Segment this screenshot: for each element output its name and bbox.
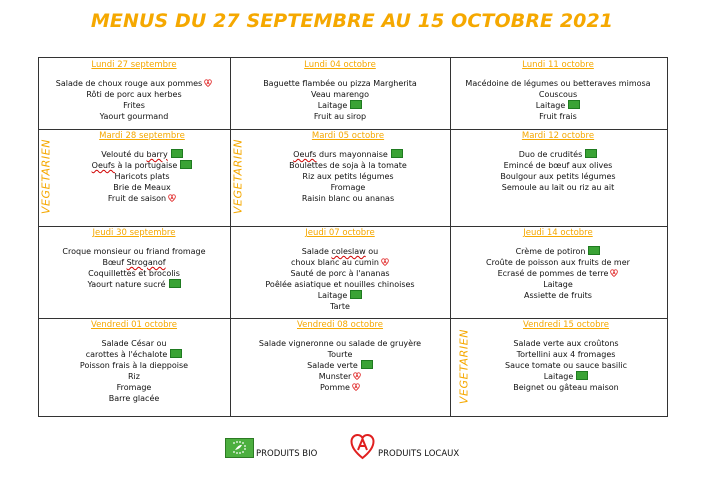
menu-item xyxy=(450,89,666,100)
menu-item-text: Couscous xyxy=(538,90,578,99)
day-heading: Jeudi 14 octobre xyxy=(523,228,593,238)
menu-item xyxy=(230,279,450,290)
menu-item xyxy=(450,78,666,89)
menu-item xyxy=(450,246,666,257)
menu-cell-vendredi-01 xyxy=(38,320,230,404)
menu-item xyxy=(38,111,230,122)
bio-leaf-icon xyxy=(361,360,373,369)
menu-item-text: Yaourt gourmand xyxy=(99,112,169,121)
vegetarian-label: VEGETARIEN xyxy=(457,328,471,405)
menu-item xyxy=(54,193,230,204)
day-heading: Vendredi 01 octobre xyxy=(90,320,178,330)
local-heart-icon xyxy=(610,269,618,277)
local-heart-icon xyxy=(352,383,360,391)
menu-cell-lundi-27 xyxy=(38,60,230,122)
legend-local-label: PRODUITS LOCAUX xyxy=(378,449,460,459)
bio-leaf-icon xyxy=(588,246,600,255)
menu-item-text: Salade verte xyxy=(307,361,358,370)
bio-leaf-icon xyxy=(180,160,192,169)
menu-item xyxy=(38,89,230,100)
day-heading: Mardi 05 octobre xyxy=(311,131,385,141)
menu-item-text: Laitage xyxy=(543,372,574,381)
menu-item xyxy=(450,149,666,160)
row-divider xyxy=(39,318,667,319)
menu-item xyxy=(450,111,666,122)
local-heart-icon xyxy=(381,258,389,266)
menu-item-text: Yaourt nature sucré xyxy=(87,280,166,289)
menu-item xyxy=(246,193,450,204)
menu-item-text: Raisin blanc ou ananas xyxy=(301,194,395,203)
menu-item-text: Tarte xyxy=(330,302,350,311)
local-heart-icon xyxy=(204,79,212,87)
menu-item xyxy=(246,160,450,171)
menu-item xyxy=(230,290,450,301)
menu-item xyxy=(466,338,666,349)
menu-item-text: Beignet ou gâteau maison xyxy=(513,383,619,392)
menu-item-text: Riz xyxy=(128,372,140,381)
menu-item xyxy=(450,182,666,193)
menu-cell-mardi-05 xyxy=(246,131,450,204)
menu-item xyxy=(38,371,230,382)
menu-item-text: Salade César ou xyxy=(101,339,167,348)
menu-item-text: Poêlée asiatique et nouilles chinoises xyxy=(265,280,415,289)
menu-item-text: Fruit frais xyxy=(539,112,577,121)
local-logo-icon xyxy=(350,433,375,460)
menu-item-text: Laitage xyxy=(535,101,566,110)
menu-item xyxy=(450,100,666,111)
page-title: MENUS DU 27 SEPTEMBRE AU 15 OCTOBRE 2021 xyxy=(90,10,614,32)
menu-item-text: Frites xyxy=(123,101,145,110)
menu-item xyxy=(38,246,230,257)
day-heading: Jeudi 07 octobre xyxy=(305,228,375,238)
menu-item xyxy=(246,182,450,193)
menu-item-text: Boulettes de soja à la tomate xyxy=(289,161,407,170)
menu-item xyxy=(466,371,666,382)
legend-bio-label: PRODUITS BIO xyxy=(256,449,318,459)
menu-item xyxy=(230,360,450,371)
menu-item-text: Duo de crudités xyxy=(518,150,583,159)
day-heading: Lundi 11 octobre xyxy=(522,60,594,70)
menu-item-text: carottes à l'échalote xyxy=(85,350,168,359)
menu-cell-mardi-28 xyxy=(54,131,230,204)
menu-item-text: Salade verte aux croûtons xyxy=(513,339,619,348)
menu-item-text: Velouté du barry xyxy=(101,150,168,159)
menu-item xyxy=(450,171,666,182)
menu-cell-lundi-11 xyxy=(450,60,666,122)
day-heading: Lundi 04 octobre xyxy=(304,60,376,70)
bio-leaf-icon xyxy=(170,349,182,358)
menu-item-text: Barre glacée xyxy=(108,394,160,403)
menu-item-text: Coquillettes et brocolis xyxy=(88,269,180,278)
menu-item xyxy=(230,338,450,349)
bio-leaf-icon xyxy=(585,149,597,158)
menu-item xyxy=(230,268,450,279)
menu-cell-jeudi-30 xyxy=(38,228,230,290)
menu-item-text: Salade coleslaw ou xyxy=(301,247,379,256)
menu-item-text: Tourte xyxy=(327,350,353,359)
menu-item-text: Fromage xyxy=(330,183,366,192)
menu-item-text: Salade de choux rouge aux pommes xyxy=(55,79,203,88)
menu-item xyxy=(38,279,230,290)
menu-item-text: Oeufs durs mayonnaise xyxy=(293,150,388,159)
menu-item xyxy=(38,382,230,393)
menu-item-text: Baguette flambée ou pizza Margherita xyxy=(263,79,417,88)
menu-cell-mardi-12 xyxy=(450,131,666,193)
day-heading: Lundi 27 septembre xyxy=(91,60,177,70)
vegetarian-label: VEGETARIEN xyxy=(231,138,245,215)
menu-item xyxy=(230,100,450,111)
menu-item-text: Poisson frais à la dieppoise xyxy=(79,361,189,370)
menu-item-text: Fruit au sirop xyxy=(313,112,367,121)
menu-item xyxy=(38,349,230,360)
day-heading: Mardi 28 septembre xyxy=(99,131,185,141)
menu-item xyxy=(230,111,450,122)
menu-item xyxy=(450,279,666,290)
menu-item xyxy=(230,371,450,382)
local-heart-icon xyxy=(353,372,361,380)
menu-item xyxy=(38,393,230,404)
menu-item-text: Emincé de bœuf aux olives xyxy=(503,161,613,170)
menu-item-text: Tortellini aux 4 fromages xyxy=(516,350,616,359)
menu-item-text: Rôti de porc aux herbes xyxy=(86,90,182,99)
menu-item xyxy=(230,246,450,257)
menu-item xyxy=(230,301,450,312)
menu-cell-jeudi-14 xyxy=(450,228,666,301)
menu-item xyxy=(230,349,450,360)
menu-item-text: Veau marengo xyxy=(310,90,370,99)
menu-item xyxy=(38,360,230,371)
menu-item xyxy=(450,290,666,301)
menu-item-text: Fruit de saison xyxy=(107,194,167,203)
menu-item xyxy=(38,257,230,268)
menu-item-text: Macédoine de légumes ou betteraves mimosa xyxy=(465,79,651,88)
menu-item xyxy=(246,171,450,182)
menu-item-text: Boulgour aux petits légumes xyxy=(500,172,616,181)
menu-item-text: Riz aux petits légumes xyxy=(302,172,394,181)
menu-item-text: choux blanc au cumin xyxy=(291,258,379,267)
menu-item xyxy=(230,382,450,393)
menu-item xyxy=(450,160,666,171)
menu-item-text: Fromage xyxy=(116,383,152,392)
menu-item xyxy=(466,349,666,360)
menu-item-text: Brie de Meaux xyxy=(113,183,171,192)
menu-cell-lundi-04 xyxy=(230,60,450,122)
menu-item-text: Bœuf Stroganof xyxy=(102,258,166,267)
menu-item-text: Haricots plats xyxy=(114,172,170,181)
bio-leaf-icon xyxy=(576,371,588,380)
menu-item xyxy=(54,149,230,160)
menu-item-text: Munster xyxy=(318,372,352,381)
day-heading: Jeudi 30 septembre xyxy=(92,228,176,238)
bio-logo-icon xyxy=(225,438,254,458)
menu-item-text: Salade vigneronne ou salade de gruyère xyxy=(258,339,422,348)
menu-item-text: Croque monsieur ou friand fromage xyxy=(62,247,206,256)
menu-item xyxy=(450,268,666,279)
menu-item-text: Laitage xyxy=(317,291,348,300)
menu-item xyxy=(230,257,450,268)
bio-leaf-icon xyxy=(171,149,183,158)
row-divider xyxy=(39,129,667,130)
bio-leaf-icon xyxy=(350,100,362,109)
local-heart-icon xyxy=(168,194,176,202)
day-heading: Mardi 12 octobre xyxy=(521,131,595,141)
menu-item xyxy=(38,338,230,349)
vegetarian-label: VEGETARIEN xyxy=(39,138,53,215)
menu-item xyxy=(54,182,230,193)
bio-leaf-icon xyxy=(568,100,580,109)
menu-item xyxy=(54,160,230,171)
menu-item-text: Laitage xyxy=(543,280,573,289)
menu-item-text: Sauce tomate ou sauce basilic xyxy=(505,361,627,370)
bio-leaf-icon xyxy=(391,149,403,158)
menu-item-text: Semoule au lait ou riz au ait xyxy=(501,183,615,192)
menu-item-text: Sauté de porc à l'ananas xyxy=(290,269,390,278)
menu-item-text: Laitage xyxy=(317,101,348,110)
menu-cell-vendredi-15 xyxy=(466,320,666,393)
bio-leaf-icon xyxy=(169,279,181,288)
menu-item xyxy=(466,360,666,371)
day-heading: Vendredi 15 octobre xyxy=(522,320,610,330)
menu-item-text: Assiette de fruits xyxy=(524,291,592,300)
menu-item xyxy=(38,268,230,279)
menu-item xyxy=(246,149,450,160)
menu-item xyxy=(466,382,666,393)
menu-item xyxy=(450,257,666,268)
menu-item-text: Oeufs à la portugaise xyxy=(91,161,178,170)
menu-item-text: Crème de potiron xyxy=(515,247,586,256)
menu-item xyxy=(38,100,230,111)
menu-item-text: Croûte de poisson aux fruits de mer xyxy=(486,258,630,267)
menu-item xyxy=(230,89,450,100)
row-divider xyxy=(39,226,667,227)
menu-item-text: Ecrasé de pommes de terre xyxy=(497,269,609,278)
menu-item-text: Pomme xyxy=(320,383,350,392)
menu-item xyxy=(230,78,450,89)
menu-item xyxy=(54,171,230,182)
menu-cell-vendredi-08 xyxy=(230,320,450,393)
menu-cell-jeudi-07 xyxy=(230,228,450,312)
menu-item xyxy=(38,78,230,89)
day-heading: Vendredi 08 octobre xyxy=(296,320,384,330)
bio-leaf-icon xyxy=(350,290,362,299)
